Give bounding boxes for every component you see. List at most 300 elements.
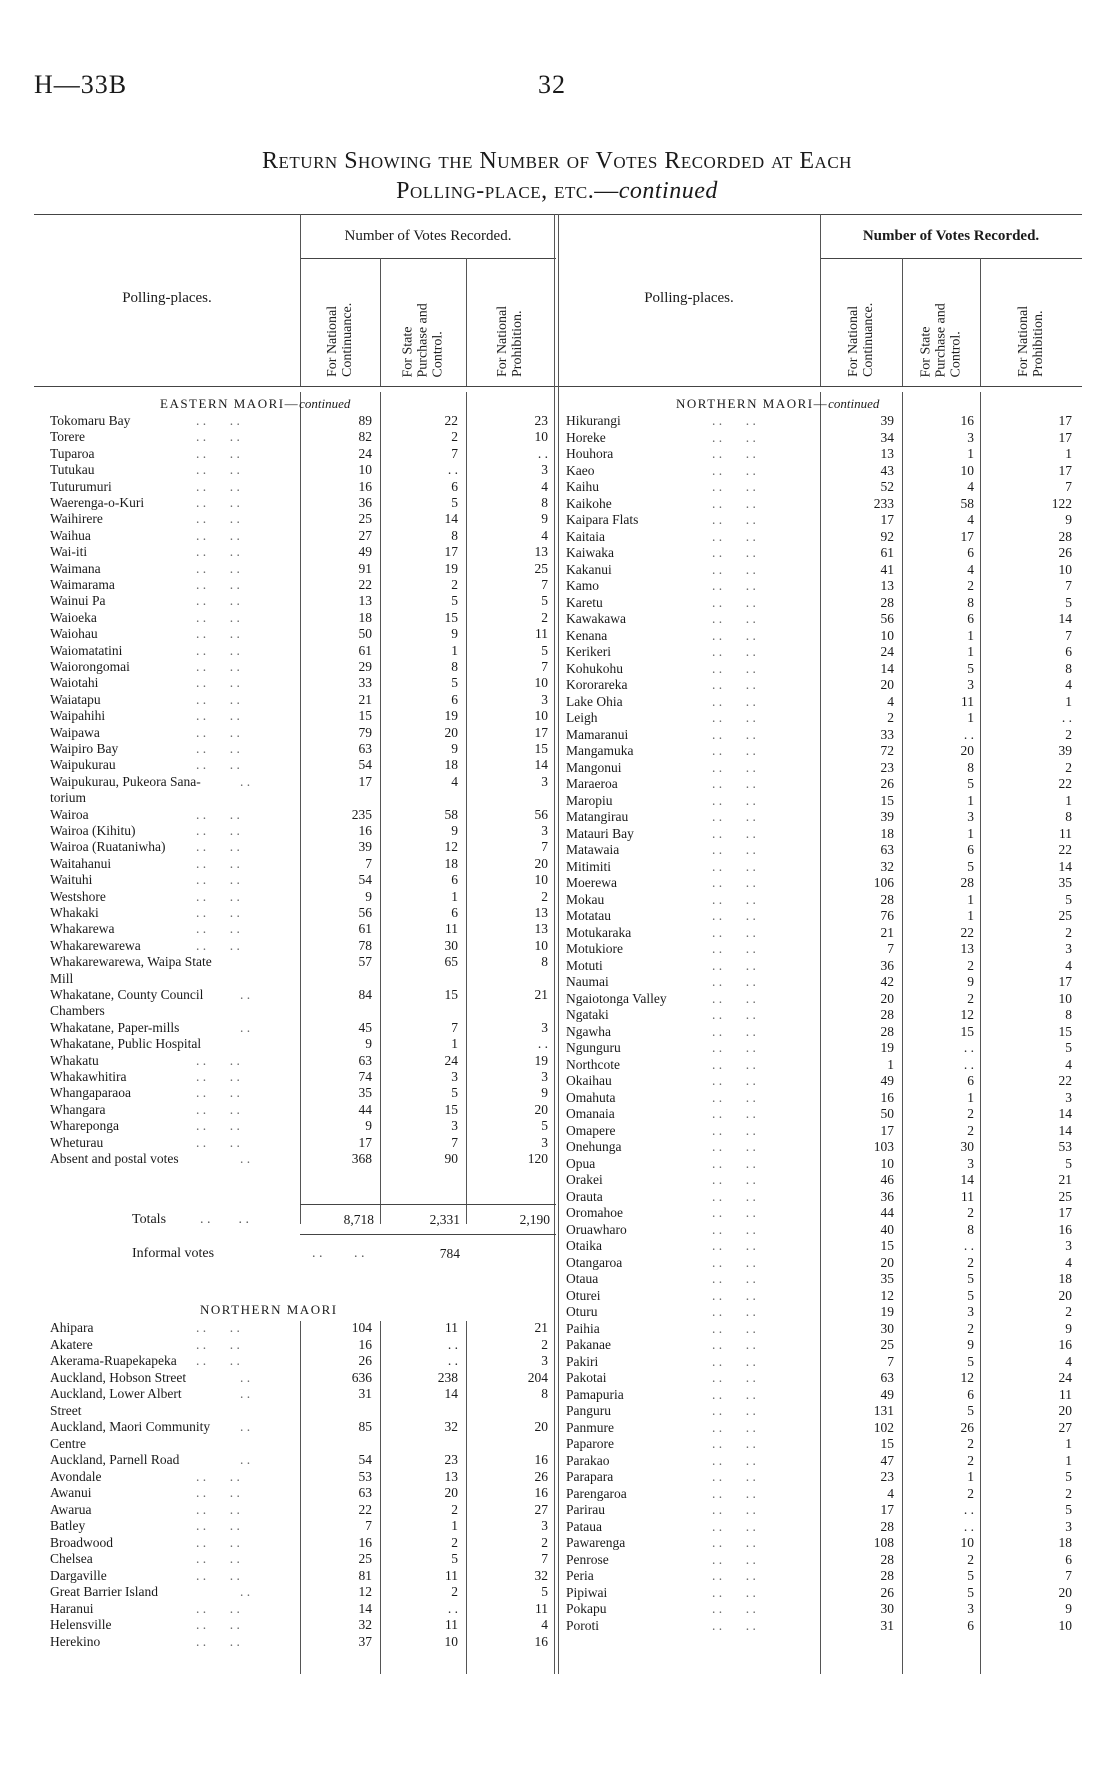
votes-state-purchase: 13 [960, 941, 974, 956]
votes-national-continuance: 63 [358, 1052, 372, 1068]
polling-place-name: Kaiwaka [566, 545, 614, 560]
leader-dots: . . . . [712, 1304, 756, 1319]
votes-national-continuance: 13 [358, 593, 372, 609]
polling-place-name: Ngawha [566, 1023, 611, 1039]
votes-national-prohibition: 10 [534, 872, 548, 888]
votes-national-prohibition: 9 [541, 511, 548, 527]
column-heading-line: Purchase and [933, 302, 949, 377]
votes-national-continuance: 15 [880, 1238, 894, 1253]
votes-national-continuance: 45 [358, 1019, 372, 1035]
votes-national-continuance: 16 [358, 823, 372, 838]
column-heading-c1 [846, 267, 876, 377]
votes-national-continuance: 35 [358, 1085, 372, 1101]
polling-place-name: Waihua [50, 527, 91, 543]
votes-state-purchase: . . [447, 462, 458, 478]
votes-national-prohibition: 4 [1065, 677, 1072, 692]
votes-state-purchase: 3 [451, 1118, 458, 1134]
votes-state-purchase: 32 [444, 1419, 458, 1434]
votes-national-prohibition: 17 [1058, 413, 1072, 428]
votes-state-purchase: 15 [444, 1101, 458, 1117]
leader-dots: . . . . [196, 888, 240, 904]
leader-dots: . . . . [712, 1535, 756, 1550]
polling-place-name: Broadwood [50, 1534, 113, 1550]
votes-state-purchase: 17 [960, 528, 974, 544]
polling-place-name: Oromahoe [566, 1205, 623, 1220]
polling-place-name: Paparore [566, 1436, 614, 1451]
votes-state-purchase: 13 [444, 1468, 458, 1484]
polling-place-name: Awanui [50, 1485, 92, 1500]
polling-place-name: Tutukau [50, 462, 95, 478]
votes-national-prohibition: 20 [1058, 1584, 1072, 1600]
votes-national-continuance: 4 [887, 1485, 894, 1501]
votes-national-prohibition: 16 [534, 1485, 548, 1500]
votes-state-purchase: 58 [444, 806, 458, 822]
votes-national-prohibition: 7 [1065, 479, 1072, 494]
votes-state-purchase: 2 [967, 957, 974, 973]
votes-national-prohibition: 11 [1059, 825, 1072, 841]
votes-national-prohibition: 26 [1058, 545, 1072, 560]
polling-place-name: Waipawa [50, 724, 100, 740]
leader-dots: . . . . [196, 445, 240, 461]
polling-place-name: Haranui [50, 1600, 94, 1616]
votes-national-prohibition: 4 [541, 527, 548, 543]
polling-place-name: Parapara [566, 1469, 614, 1484]
votes-national-continuance: 56 [358, 905, 372, 920]
page-reference: H—33B [34, 70, 128, 99]
votes-state-purchase: 14 [444, 1386, 458, 1401]
votes-national-prohibition: 10 [1058, 1617, 1072, 1633]
votes-state-purchase: . . [963, 726, 974, 742]
leader-dots: . . . . [196, 708, 240, 724]
polling-place-name: Waipiro Bay [50, 741, 119, 756]
votes-state-purchase: 6 [451, 905, 458, 920]
totals-label: Totals [132, 1212, 167, 1227]
leader-dots: . . . . [196, 462, 240, 478]
votes-national-continuance: 63 [358, 1485, 372, 1500]
leader-dots: . . . . [196, 544, 240, 560]
votes-state-purchase: 10 [444, 1633, 458, 1649]
leader-dots: . . . . [712, 429, 756, 445]
votes-national-prohibition: 10 [534, 675, 548, 691]
totals-rule [300, 1204, 556, 1205]
polling-place-name: Houhora [566, 446, 614, 461]
votes-national-prohibition: 9 [1065, 1601, 1072, 1616]
leader-dots: . . . . [196, 626, 240, 642]
votes-national-prohibition: 10 [1058, 561, 1072, 577]
leader-dots: . . . . [712, 1617, 756, 1633]
votes-national-continuance: 63 [880, 1370, 894, 1385]
votes-national-continuance: 1 [887, 1056, 894, 1072]
informal-votes-label: Informal votes [132, 1246, 215, 1261]
votes-state-purchase: 19 [444, 708, 458, 724]
polling-place-name: Motatau [566, 908, 611, 923]
polling-place-name: Naumai [566, 974, 609, 989]
leader-dots: . . [240, 1151, 251, 1166]
votes-national-prohibition: . . [537, 1036, 548, 1052]
votes-national-continuance: 91 [358, 560, 372, 576]
votes-state-purchase: 18 [444, 855, 458, 871]
leader-dots: . . . . [712, 1485, 756, 1501]
votes-national-continuance: 10 [880, 1155, 894, 1171]
polling-place-name: Waituhi [50, 872, 93, 888]
votes-state-purchase: 15 [444, 609, 458, 625]
votes-national-prohibition: 14 [1058, 1106, 1072, 1121]
polling-place-name: Whangara [50, 1101, 106, 1117]
polling-place-name: Helensville [50, 1617, 112, 1632]
votes-national-continuance: 92 [880, 528, 894, 544]
leader-dots: . . . . [712, 858, 756, 874]
leader-dots: . . . . [196, 1501, 240, 1517]
votes-national-continuance: 76 [880, 908, 894, 923]
votes-national-prohibition: 17 [1058, 429, 1072, 445]
votes-national-prohibition: 7 [1065, 1568, 1072, 1583]
votes-national-prohibition: 3 [541, 691, 548, 707]
votes-state-purchase: 5 [451, 675, 458, 691]
votes-national-continuance: 78 [358, 937, 372, 953]
votes-state-purchase: 5 [451, 1085, 458, 1101]
polling-place-name: Motuti [566, 957, 603, 973]
votes-national-continuance: 25 [358, 511, 372, 527]
votes-national-continuance: 29 [358, 659, 372, 674]
leader-dots: . . . . [196, 659, 240, 674]
votes-state-purchase: 28 [960, 875, 974, 890]
votes-national-prohibition: 4 [1065, 1353, 1072, 1369]
votes-national-prohibition: 7 [1065, 578, 1072, 593]
polling-place-name: Mamaranui [566, 726, 629, 742]
leader-dots: . . . . [196, 921, 240, 937]
polling-place-name: Pakiri [566, 1353, 599, 1369]
northern-maori-continued-heading: NORTHERN MAORI—continued [676, 396, 880, 411]
votes-state-purchase: 20 [444, 724, 458, 740]
votes-national-prohibition: 9 [1065, 512, 1072, 527]
votes-national-prohibition: 8 [1065, 809, 1072, 824]
votes-state-purchase: 15 [444, 987, 458, 1002]
votes-national-prohibition: 21 [534, 1320, 548, 1335]
leader-dots: . . . . [712, 1568, 756, 1583]
votes-national-prohibition: 5 [541, 1584, 548, 1599]
leader-dots: . . . . [712, 1403, 756, 1418]
left-polling-places-heading: Polling-places. [122, 290, 212, 306]
polling-place-name: Otangaroa [566, 1254, 623, 1270]
polling-place-name: Herekino [50, 1633, 101, 1649]
polling-place-name: Northcote [566, 1056, 620, 1072]
votes-state-purchase: 2 [451, 1501, 458, 1517]
votes-national-prohibition: 5 [1065, 1469, 1072, 1484]
votes-national-prohibition: 8 [541, 495, 548, 510]
polling-place-name: Oturu [566, 1304, 598, 1319]
leader-dots: . . . . [712, 1419, 756, 1435]
votes-national-continuance: 22 [358, 577, 372, 592]
votes-national-prohibition: 21 [1058, 1172, 1072, 1187]
votes-national-prohibition: 8 [541, 1386, 548, 1401]
polling-place-name: Matauri Bay [566, 825, 634, 841]
header-divider [466, 258, 467, 386]
votes-national-prohibition: 20 [1058, 1287, 1072, 1303]
votes-national-continuance: 36 [880, 1188, 894, 1204]
polling-place-name: Kakanui [566, 561, 612, 577]
votes-national-continuance: 20 [880, 990, 894, 1006]
votes-national-prohibition: 15 [1058, 1023, 1072, 1039]
votes-national-prohibition: 10 [534, 708, 548, 724]
votes-national-prohibition: 39 [1058, 743, 1072, 758]
votes-national-continuance: 43 [880, 462, 894, 478]
polling-place-name: Motukaraka [566, 924, 632, 940]
votes-state-purchase: 16 [960, 413, 974, 428]
leader-dots: . . . . [712, 677, 756, 692]
header-divider [980, 258, 981, 386]
votes-national-continuance: 17 [358, 773, 372, 789]
polling-place-name: Waiorongomai [50, 659, 130, 674]
votes-state-purchase: 30 [444, 937, 458, 953]
polling-place-name: Panmure [566, 1419, 614, 1435]
leader-dots: . . . . [712, 1353, 756, 1369]
votes-state-purchase: 9 [451, 626, 458, 642]
votes-state-purchase: 2 [967, 1320, 974, 1336]
column-heading-c3 [1016, 267, 1046, 377]
leader-dots: . . . . [712, 908, 756, 923]
votes-state-purchase: 2 [967, 1436, 974, 1451]
votes-national-continuance: 27 [358, 527, 372, 543]
leader-dots: . . . . [712, 1254, 756, 1270]
leader-dots: . . . . [712, 1370, 756, 1385]
votes-state-purchase: 2 [451, 429, 458, 445]
title-line-2 [0, 176, 1114, 206]
polling-place-name: Panguru [566, 1403, 611, 1418]
votes-state-purchase: 14 [960, 1172, 974, 1187]
leader-dots: . . . . [196, 691, 240, 707]
polling-place-name: Whakatane, Paper-mills [50, 1019, 180, 1035]
leader-dots: . . . . [712, 446, 756, 461]
column-heading-line: Control. [430, 330, 446, 377]
votes-national-continuance: 46 [880, 1172, 894, 1187]
votes-state-purchase: 9 [967, 974, 974, 989]
column-heading-line: For National [846, 305, 861, 377]
votes-state-purchase: 2 [451, 1534, 458, 1550]
votes-national-prohibition: 13 [534, 921, 548, 937]
votes-national-continuance: 21 [358, 691, 372, 707]
votes-national-continuance: 41 [880, 561, 894, 577]
votes-national-prohibition: 2 [1065, 924, 1072, 940]
votes-state-purchase: 90 [444, 1151, 458, 1166]
votes-national-prohibition: 25 [1058, 908, 1072, 923]
votes-state-purchase: 7 [451, 1019, 458, 1035]
polling-place-name: Otaika [566, 1238, 602, 1253]
votes-state-purchase: 3 [967, 1155, 974, 1171]
leader-dots: . . . . [196, 905, 240, 920]
votes-national-prohibition: 2 [541, 888, 548, 904]
polling-place-name: Wainui Pa [50, 593, 106, 609]
polling-place-name: Waipukurau [50, 757, 116, 773]
votes-national-prohibition: 4 [1065, 957, 1072, 973]
informal-votes-value: 784 [439, 1246, 460, 1261]
column-heading-line: For National [325, 305, 340, 377]
votes-state-purchase: 11 [961, 693, 974, 709]
votes-state-purchase: 6 [967, 611, 974, 626]
polling-place-name: Whakatane, County Council [50, 987, 204, 1002]
leader-dots: . . . . [196, 1633, 240, 1649]
votes-national-continuance: 35 [880, 1271, 894, 1286]
polling-place-name: Auckland, Lower Albert [50, 1386, 182, 1401]
polling-place-name: Opua [566, 1155, 596, 1171]
leader-dots: . . . . [712, 1106, 756, 1121]
polling-place-name: Street [50, 1402, 82, 1418]
votes-national-continuance: 9 [365, 1118, 372, 1134]
votes-national-prohibition: 4 [1065, 1254, 1072, 1270]
votes-national-prohibition: 3 [541, 1353, 548, 1368]
votes-national-continuance: 24 [358, 445, 372, 461]
votes-national-prohibition: . . [1061, 710, 1072, 725]
votes-national-prohibition: 14 [534, 757, 548, 773]
votes-state-purchase: 1 [967, 446, 974, 461]
polling-place-name: Pataua [566, 1518, 602, 1534]
leader-dots: . . . . [196, 1069, 240, 1084]
votes-state-purchase: 20 [960, 743, 974, 758]
totals-dots: . . . . [200, 1212, 249, 1227]
votes-national-continuance: 61 [358, 642, 372, 658]
votes-national-continuance: 19 [880, 1040, 894, 1055]
column-heading-line: Prohibition. [1031, 310, 1046, 377]
votes-state-purchase: 1 [451, 888, 458, 904]
leader-dots: . . . . [196, 823, 240, 838]
leader-dots: . . . . [712, 776, 756, 791]
votes-state-purchase: 2 [967, 1452, 974, 1468]
votes-national-prohibition: 8 [1065, 660, 1072, 676]
leader-dots: . . . . [196, 1617, 240, 1632]
polling-place-name: Whareponga [50, 1118, 119, 1134]
polling-place-name: Maropiu [566, 792, 613, 808]
leader-dots: . . . . [196, 839, 240, 855]
polling-place-name: Otaua [566, 1271, 599, 1286]
leader-dots: . . . . [712, 479, 756, 494]
votes-state-purchase: 8 [967, 1221, 974, 1237]
polling-place-name: Orakei [566, 1172, 603, 1187]
votes-national-continuance: 30 [880, 1320, 894, 1336]
polling-place-name: Westshore [50, 888, 106, 904]
votes-national-continuance: 36 [358, 495, 372, 510]
polling-place-name: Chambers [50, 1003, 105, 1019]
leader-dots: . . . . [712, 792, 756, 808]
leader-dots: . . . . [196, 872, 240, 888]
votes-national-prohibition: 3 [541, 462, 548, 478]
votes-national-prohibition: 120 [527, 1151, 548, 1166]
leader-dots: . . . . [712, 875, 756, 890]
votes-state-purchase: 1 [967, 1469, 974, 1484]
votes-state-purchase: 5 [967, 660, 974, 676]
votes-state-purchase: 58 [960, 495, 974, 511]
votes-national-prohibition: 1 [1065, 1436, 1072, 1451]
votes-state-purchase: 4 [967, 512, 974, 527]
votes-national-prohibition: 27 [534, 1501, 548, 1517]
votes-national-continuance: 44 [880, 1205, 894, 1220]
polling-place-name: Torere [50, 429, 86, 445]
votes-national-prohibition: 27 [1058, 1419, 1072, 1435]
votes-national-continuance: 104 [351, 1320, 372, 1335]
votes-national-prohibition: 2 [1065, 726, 1072, 742]
leader-dots: . . . . [712, 809, 756, 824]
polling-place-name: Peria [566, 1568, 594, 1583]
votes-state-purchase: 238 [437, 1369, 458, 1385]
votes-national-prohibition: 20 [534, 1419, 548, 1434]
votes-national-prohibition: 5 [1065, 1040, 1072, 1055]
polling-place-name: Mangamuka [566, 743, 634, 758]
votes-national-continuance: 4 [887, 693, 894, 709]
votes-state-purchase: 5 [967, 1287, 974, 1303]
polling-place-name: Ngataki [566, 1007, 609, 1022]
leader-dots: . . . . [712, 1007, 756, 1022]
votes-state-purchase: 19 [444, 560, 458, 576]
leader-dots: . . . . [712, 743, 756, 758]
leader-dots: . . . . [196, 675, 240, 691]
polling-place-name: Waipukurau, Pukeora Sana- [50, 773, 201, 789]
total-national-continuance: 8,718 [343, 1212, 374, 1227]
votes-state-purchase: 5 [967, 776, 974, 791]
votes-national-prohibition: 19 [534, 1052, 548, 1068]
votes-national-prohibition: 26 [534, 1468, 548, 1484]
votes-national-prohibition: 28 [1058, 528, 1072, 544]
group-rule-left [300, 258, 556, 259]
votes-state-purchase: 6 [967, 1617, 974, 1633]
column-heading-line: Control. [948, 330, 964, 377]
votes-state-purchase: 5 [451, 495, 458, 510]
votes-state-purchase: 3 [967, 429, 974, 445]
votes-state-purchase: 14 [444, 511, 458, 527]
polling-place-name: torium [50, 790, 86, 806]
polling-place-name: Whakawhitira [50, 1069, 127, 1084]
votes-state-purchase: 22 [444, 413, 458, 428]
polling-place-name: Waiotahi [50, 675, 99, 691]
votes-national-continuance: 22 [358, 1501, 372, 1517]
polling-place-name: Whakatu [50, 1052, 99, 1068]
votes-national-continuance: 49 [880, 1386, 894, 1402]
leader-dots: . . . . [712, 1238, 756, 1253]
votes-national-continuance: 9 [365, 888, 372, 904]
leader-dots: . . . . [196, 1320, 240, 1335]
votes-state-purchase: 11 [445, 1567, 458, 1583]
votes-state-purchase: 8 [967, 759, 974, 775]
votes-national-prohibition: 3 [1065, 1089, 1072, 1105]
votes-national-prohibition: 20 [534, 1101, 548, 1117]
polling-place-name: Centre [50, 1435, 86, 1451]
page-title [0, 146, 1114, 206]
votes-state-purchase: 2 [451, 577, 458, 592]
votes-national-prohibition: 23 [534, 413, 548, 428]
polling-place-name: Matangirau [566, 809, 629, 824]
votes-state-purchase: . . [963, 1502, 974, 1517]
votes-national-continuance: 54 [358, 1452, 372, 1467]
votes-state-purchase: 3 [967, 1304, 974, 1319]
polling-place-name: Pipiwai [566, 1584, 608, 1600]
votes-national-continuance: 25 [880, 1337, 894, 1352]
votes-national-continuance: 10 [358, 462, 372, 478]
votes-national-continuance: 20 [880, 1254, 894, 1270]
votes-national-prohibition: 4 [1065, 1056, 1072, 1072]
votes-national-continuance: 50 [880, 1106, 894, 1121]
votes-state-purchase: 10 [960, 1535, 974, 1550]
votes-national-continuance: 49 [880, 1073, 894, 1088]
leader-dots: . . . . [712, 1139, 756, 1154]
votes-national-prohibition: 10 [534, 429, 548, 445]
leader-dots: . . [240, 1386, 251, 1401]
votes-national-prohibition: 18 [1058, 1271, 1072, 1286]
leader-dots: . . . . [712, 1271, 756, 1286]
votes-state-purchase: 6 [967, 842, 974, 857]
votes-national-continuance: 82 [358, 429, 372, 445]
leader-dots: . . . . [196, 1134, 240, 1150]
votes-national-prohibition: 4 [541, 1617, 548, 1632]
votes-state-purchase: 17 [444, 544, 458, 560]
votes-state-purchase: 7 [451, 445, 458, 461]
polling-place-name: Whakarewarewa [50, 937, 141, 953]
